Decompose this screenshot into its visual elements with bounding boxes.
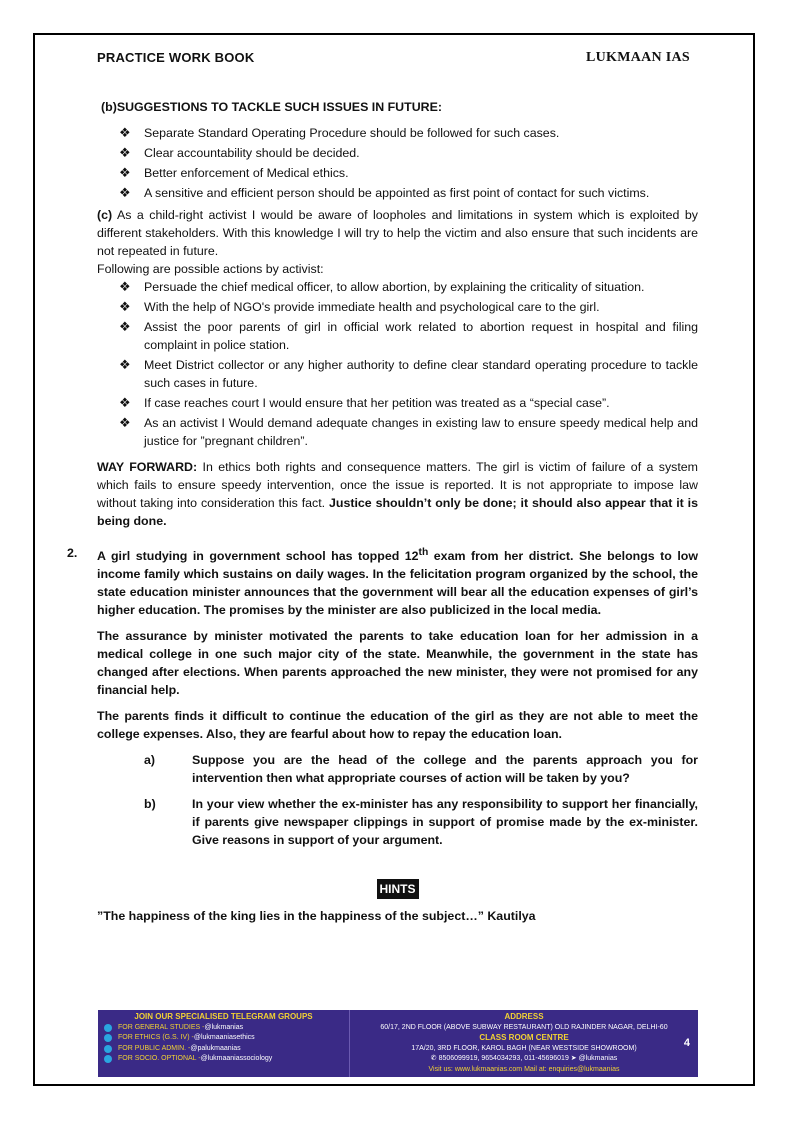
hint-quote: ”The happiness of the king lies in the happiness of the subject…” Kautilya [97, 909, 536, 924]
phone-line: ✆ 8506099919, 9654034293, 011-45696019 ➤ @lukmanias [430, 1055, 618, 1062]
telegram-icon [104, 1045, 112, 1053]
list-item: ❖ With the help of NGO's provide immediate health and psychological care to the girl. [119, 299, 600, 314]
hints-label: HINTS [377, 879, 419, 899]
diamond-bullet-icon: ❖ [119, 185, 131, 200]
centre-title: CLASS ROOM CENTRE [479, 1033, 569, 1042]
visit-line[interactable]: Visit us: www.lukmaanias.com Mail at: enquiries@lukmaanias [428, 1065, 620, 1073]
diamond-bullet-icon: ❖ [119, 395, 131, 410]
list-item: ❖ Clear accountability should be decided. [119, 145, 360, 160]
list-item: ❖ A sensitive and efficient person should be appointed as first point of contact for such victims. [119, 185, 650, 200]
diamond-bullet-icon: ❖ [119, 125, 131, 140]
list-item: ❖ If case reaches court I would ensure that her petition was treated as a “special case”. [119, 395, 610, 410]
telegram-groups [98, 1010, 350, 1077]
footer-banner [98, 1010, 698, 1077]
list-item: ❖ Assist the poor parents of girl in official work related to abortion request in hospital and filing complaint in police station. [119, 319, 698, 352]
question-2 [67, 544, 698, 743]
sub-question-a [97, 751, 698, 787]
telegram-icon: ➤ [570, 1055, 579, 1062]
header-right: LUKMAAN IAS [585, 50, 690, 65]
way-forward-paragraph: WAY FORWARD: In ethics both rights and consequence matters. The girl is victim of failure of a system which fails to ensure speedy intervention, once the issue is reported. It is not appropriate to impose law without taking into consideration this fact. Justice shouldn’t only be done; it should also appear that it is being done. [97, 460, 699, 528]
page-number: 4 [683, 1037, 690, 1049]
section-c-paragraph: (c) As a child-right activist I would be aware of loopholes and limitations in system which is exploited by different stakeholders. With this knowledge I will try to help the victim and also ensure that such incidents are not repeated in future. [97, 208, 698, 258]
centre-address: 17A/20, 3RD FLOOR, KAROL BAGH (NEAR WESTSIDE SHOWROOM) [411, 1044, 637, 1052]
list-item: ❖ Persuade the chief medical officer, to allow abortion, by explaining the criticality of situation. [119, 279, 645, 294]
question-number: 2. [67, 546, 78, 560]
telegram-title: JOIN OUR SPECIALISED TELEGRAM GROUPS [134, 1012, 313, 1021]
diamond-bullet-icon: ❖ [119, 279, 131, 294]
diamond-bullet-icon: ❖ [119, 319, 131, 334]
address-title: ADDRESS [504, 1012, 544, 1021]
telegram-icon [104, 1034, 112, 1042]
question-paragraph: A girl studying in government school has topped 12th exam from her district. She belongs to low income family which sustains on daily wages. In the felicitation program organized by the school, the state education minister announces that the government will bear all the education expenses of girl’s higher education. The promises by the minister are also publicized in the local media. [97, 547, 698, 618]
hints-heading [97, 879, 698, 899]
diamond-bullet-icon: ❖ [119, 357, 131, 372]
sub-question-text: Suppose you are the head of the college and the parents approach you for intervention then what appropriate courses of action will be taken by you? [192, 753, 698, 786]
list-item: ❖ Meet District collector or any higher authority to define clear standard operating procedure to tackle such cases in future. [119, 357, 698, 390]
list-item: ❖ As an activist I Would demand adequate changes in existing law to ensure speedy medical help and justice for ”pregnant children”. [119, 415, 698, 448]
telegram-row: FOR SOCIO. OPTIONAL - @lukmaaniassociology [104, 1054, 343, 1065]
address-block [350, 1010, 698, 1077]
sub-question-label: a) [144, 753, 156, 768]
header-left: PRACTICE WORK BOOK [97, 50, 255, 65]
telegram-row: FOR ETHICS (G.S. IV) - @lukmaaniasethics [104, 1033, 343, 1044]
question-paragraph: The assurance by minister motivated the parents to take education loan for her admission in a medical college in one such major city of the state. Meanwhile, the government in the state has changed after elections. When parents approached the new minister, they were not promised for any financial help. [97, 629, 698, 698]
diamond-bullet-icon: ❖ [119, 165, 131, 180]
section-b-list [97, 124, 698, 202]
sub-question-b [97, 795, 698, 849]
question-paragraph: The parents finds it difficult to continue the education of the girl as they are not able to meet the college expenses. Also, they are fearful about how to repay the education loan. [97, 709, 698, 742]
sub-question-text: In your view whether the ex-minister has any responsibility to support her financially, if parents give newspaper clippings in support of promise made by the ex-minister. Give reasons in support of your argument. [192, 797, 698, 848]
list-item: ❖ Better enforcement of Medical ethics. [119, 165, 349, 180]
section-c-lead: Following are possible actions by activist: [97, 262, 324, 276]
page-content [67, 98, 699, 925]
telegram-icon [104, 1024, 112, 1032]
section-c-list [97, 278, 698, 450]
telegram-row: FOR GENERAL STUDIES - @lukmanias [104, 1023, 343, 1034]
whatsapp-icon: ✆ [430, 1055, 439, 1062]
list-item: ❖ Separate Standard Operating Procedure should be followed for such cases. [119, 125, 560, 140]
diamond-bullet-icon: ❖ [119, 415, 131, 430]
section-b-title: (b)SUGGESTIONS TO TACKLE SUCH ISSUES IN FUTURE: [101, 100, 442, 114]
telegram-row: FOR PUBLIC ADMIN. - @palukmaanias [104, 1044, 343, 1055]
sub-question-label: b) [144, 797, 156, 812]
diamond-bullet-icon: ❖ [119, 145, 131, 160]
diamond-bullet-icon: ❖ [119, 299, 131, 314]
address-text: 60/17, 2ND FLOOR (ABOVE SUBWAY RESTAURANT) OLD RAJINDER NAGAR, DELHI-60 [380, 1023, 668, 1031]
telegram-icon [104, 1055, 112, 1063]
